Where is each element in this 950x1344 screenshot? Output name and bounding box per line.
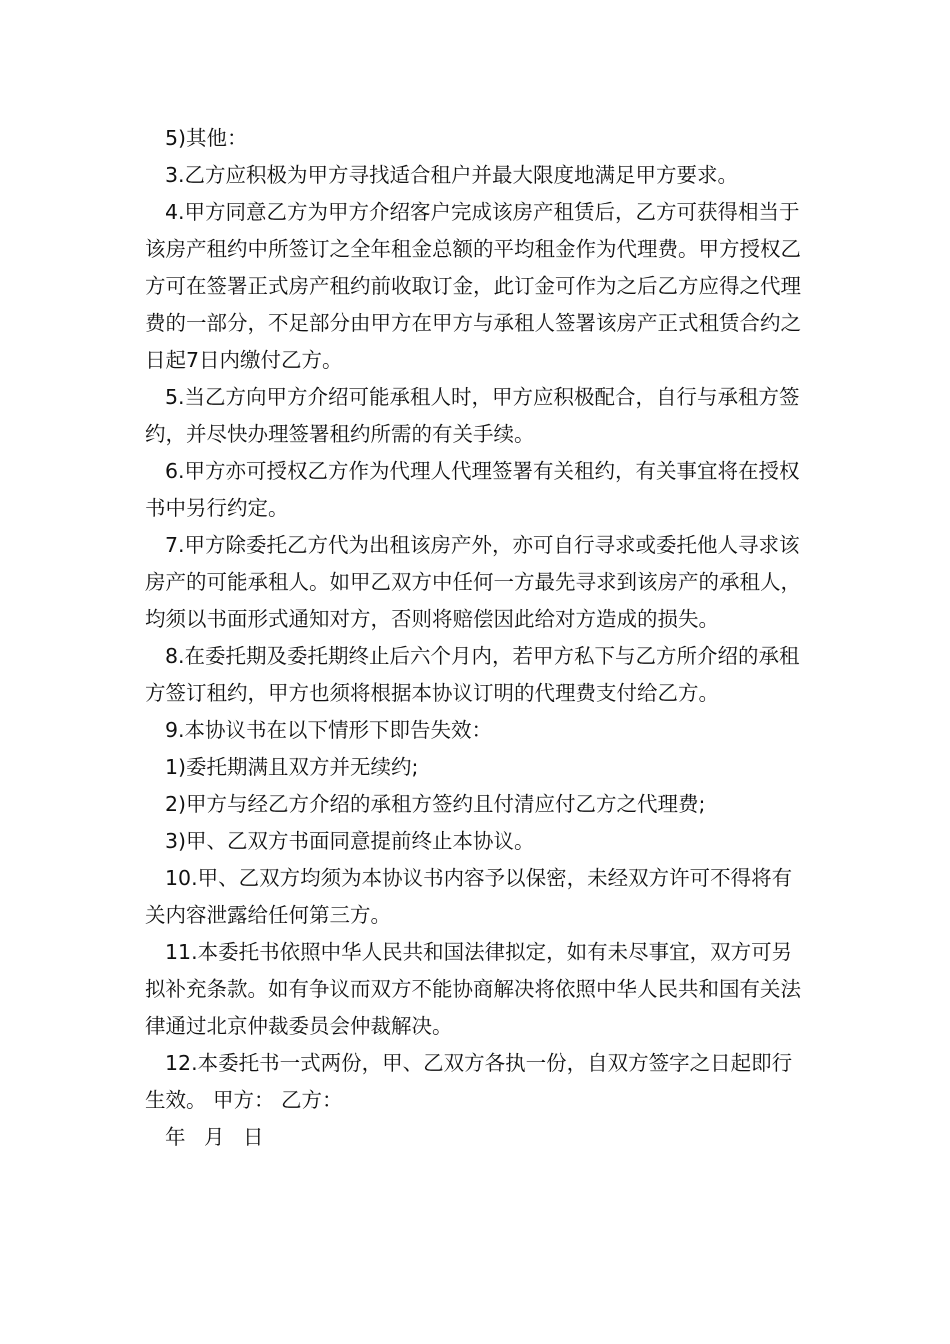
clause-5: 5.当乙方向甲方介绍可能承租人时，甲方应积极配合，自行与承租方签约，并尽快办理签署租约所需的有关手续。 xyxy=(145,385,800,446)
clause-9-item-3: 3)甲、乙双方书面同意提前终止本协议。 xyxy=(165,829,535,853)
clause-3: 3.乙方应积极为甲方寻找适合租户并最大限度地满足甲方要求。 xyxy=(165,163,739,187)
clause-9: 9.本协议书在以下情形下即告失效： xyxy=(165,718,493,742)
clause-10: 10.甲、乙双方均须为本协议书内容予以保密，未经双方许可不得将有关内容泄露给任何第三方。 xyxy=(145,866,793,927)
clause-12: 12.本委托书一式两份，甲、乙双方各执一份，自双方签字之日起即行生效。 甲方： 乙方： xyxy=(145,1051,793,1112)
signature-date-line: 年 月 日 xyxy=(165,1125,270,1149)
clause-6: 6.甲方亦可授权乙方作为代理人代理签署有关租约，有关事宜将在授权书中另行约定。 xyxy=(145,459,800,520)
clause-9-item-1: 1)委托期满且双方并无续约; xyxy=(165,755,419,779)
document-body xyxy=(145,120,810,1156)
clause-9-item-2: 2)甲方与经乙方介绍的承租方签约且付清应付乙方之代理费; xyxy=(165,792,706,816)
clause-11: 11.本委托书依照中华人民共和国法律拟定，如有未尽事宜，双方可另拟补充条款。如有争议而双方不能协商解决将依照中华人民共和国有关法律通过北京仲裁委员会仲裁解决。 xyxy=(145,940,801,1038)
clause-8: 8.在委托期及委托期终止后六个月内，若甲方私下与乙方所介绍的承租方签订租约，甲方也须将根据本协议订明的代理费支付给乙方。 xyxy=(145,644,800,705)
clause-4: 4.甲方同意乙方为甲方介绍客户完成该房产租赁后，乙方可获得相当于该房产租约中所签订之全年租金总额的平均租金作为代理费。甲方授权乙方可在签署正式房产租约前收取订金，此订金可作为之后乙方应得之代理费的一部分，不足部分由甲方在甲方与承租人签署该房产正式租赁合约之日起7日内缴付乙方。 xyxy=(145,200,801,372)
clause-7: 7.甲方除委托乙方代为出租该房产外，亦可自行寻求或委托他人寻求该房产的可能承租人。如甲乙双方中任何一方最先寻求到该房产的承租人，均须以书面形式通知对方，否则将赔偿因此给对方造成的损失。 xyxy=(145,533,801,631)
clause-5-other: 5)其他： xyxy=(165,126,248,150)
